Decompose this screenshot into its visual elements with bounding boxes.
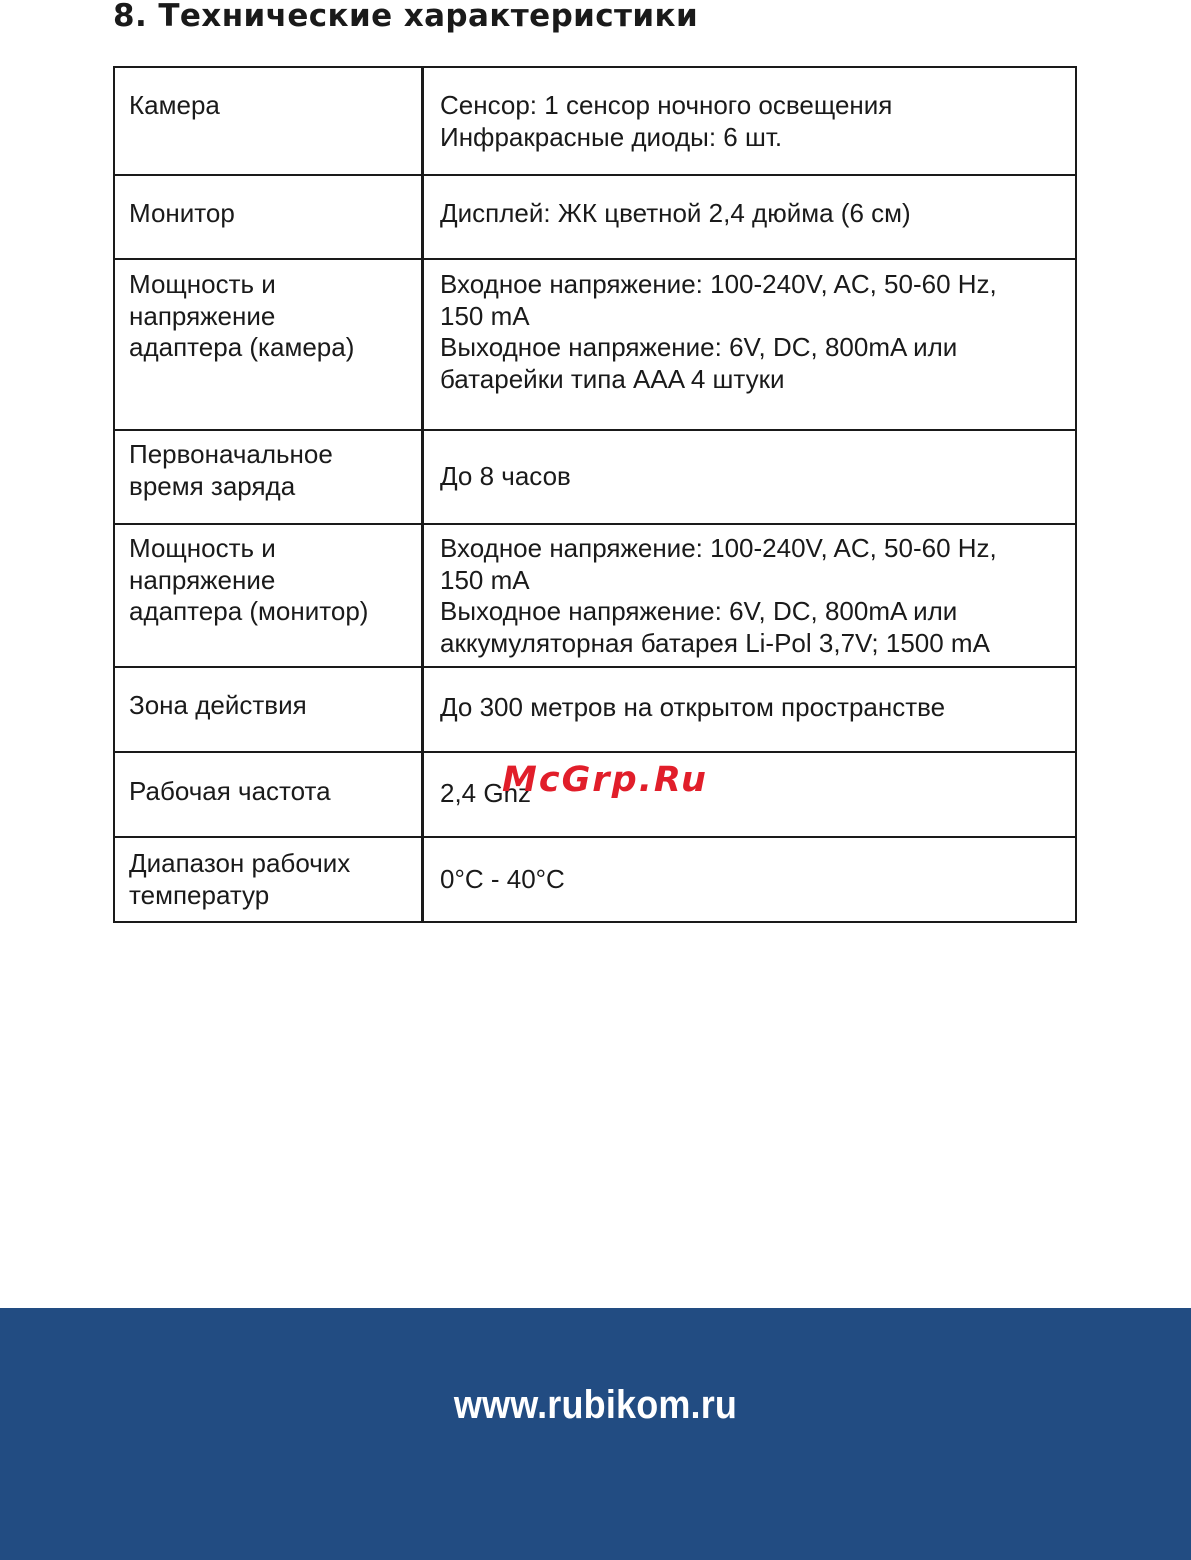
spec-value [423,175,1077,259]
spec-label-line: температур [129,879,270,910]
spec-label-line: напряжение [129,564,276,595]
spec-value-line: До 300 метров на открытом пространстве [440,692,946,722]
spec-label [114,175,423,259]
spec-value [423,259,1077,430]
section-title: 8. Технические характеристики [113,0,699,34]
watermark: McGrp.Ru [502,760,708,800]
spec-row [114,837,1076,922]
spec-value-line: 0°С - 40°С [440,863,565,894]
spec-value [423,667,1077,752]
spec-label-line: Рабочая частота [129,776,331,806]
spec-label [114,752,423,837]
spec-row [114,259,1076,430]
spec-value-line: До 8 часов [440,461,571,492]
spec-label-line: Диапазон рабочих [129,848,351,878]
spec-value-line: батарейки типа AAA 4 штуки [440,363,785,394]
spec-value-line: 2,4 Ghz [440,778,532,808]
footer-url-link[interactable]: www.rubikom.ru [453,1383,738,1427]
spec-label-line: Мощность и [129,269,276,299]
spec-label [114,524,423,667]
spec-label [114,667,423,752]
spec-label-line: Камера [129,90,220,120]
spec-value-line: 150 mA [440,300,530,331]
spec-value [423,430,1077,524]
spec-value-line: Входное напряжение: 100-240V, AC, 50-60 Hz, [440,533,997,563]
spec-value-line: Входное напряжение: 100-240V, AC, 50-60 Hz, [440,269,997,299]
spec-label-line: Мощность и [129,533,276,563]
spec-label-line: Первоначальное [129,439,333,469]
spec-row [114,667,1076,752]
spec-value-line: аккумуляторная батарея Li-Pol 3,7V; 1500 mA [440,627,990,658]
spec-value-line: Инфракрасные диоды: 6 шт. [440,121,783,152]
spec-label-line: адаптера (монитор) [129,596,369,626]
spec-label-line: время заряда [129,470,296,501]
spec-label [114,837,423,922]
spec-value [423,67,1077,175]
footer-band [0,1308,1191,1560]
spec-label-line: Зона действия [129,690,307,720]
spec-row [114,67,1076,175]
spec-label-line: адаптера (камера) [129,332,355,362]
spec-label [114,67,423,175]
spec-value [423,837,1077,922]
spec-row [114,524,1076,667]
spec-value-line: Выходное напряжение: 6V, DC, 800mA или [440,596,958,626]
spec-value-line: Дисплей: ЖК цветной 2,4 дюйма (6 см) [440,198,911,228]
spec-value [423,524,1077,667]
spec-label [114,430,423,524]
spec-label-line: Монитор [129,198,235,228]
spec-row [114,175,1076,259]
spec-label-line: напряжение [129,300,276,331]
spec-value-line: 150 mA [440,564,530,595]
spec-value-line: Выходное напряжение: 6V, DC, 800mA или [440,332,958,362]
spec-row [114,430,1076,524]
spec-label [114,259,423,430]
spec-value-line: Сенсор: 1 сенсор ночного освещения [440,90,893,120]
